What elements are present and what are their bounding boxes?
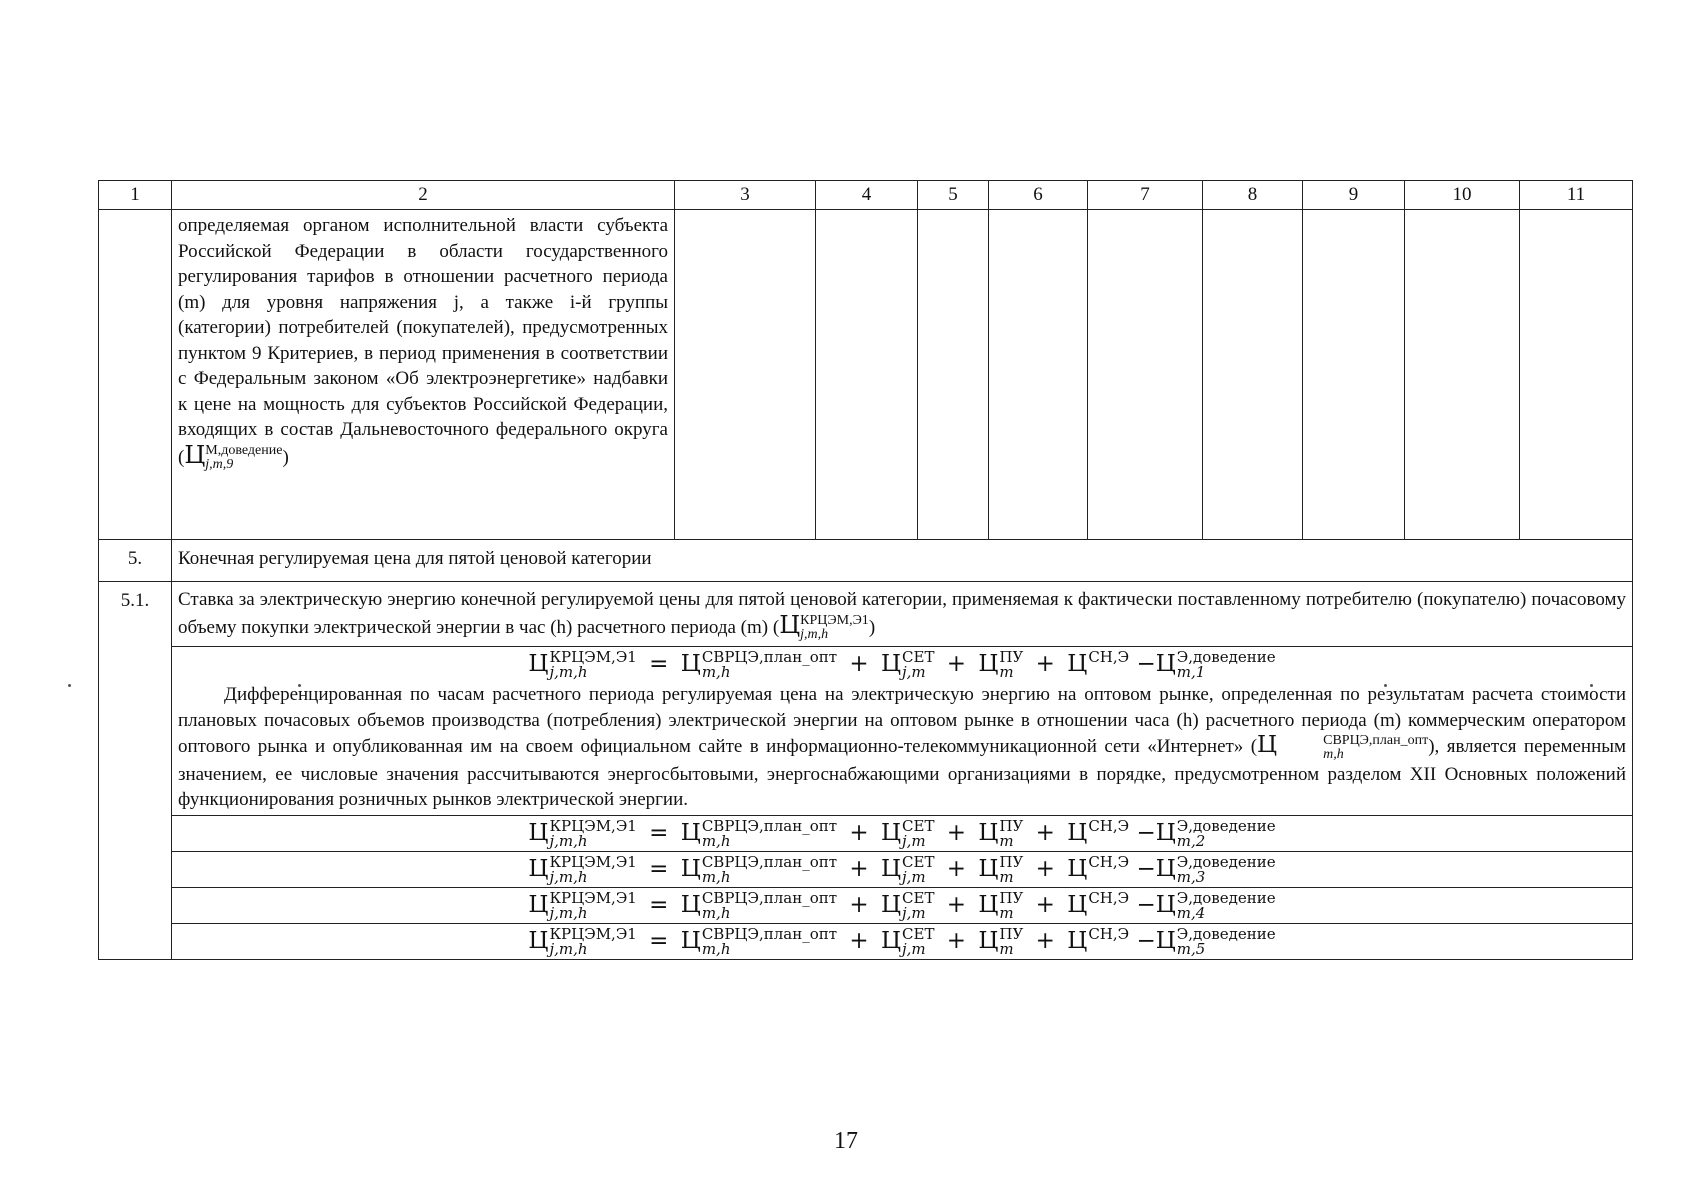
formula: Ц КРЦЭМ,Э1 j,m,h = Ц СВРЦЭ,план_опт m,h + Ц СЕТ j,m + Ц ПУ m + Ц СН,Э −Ц Э,доведение m,2 <box>528 816 1276 850</box>
tariff-table <box>98 180 1633 960</box>
column-header: 9 <box>1303 181 1405 210</box>
formula: Ц КРЦЭМ,Э1 j,m,h = Ц СВРЦЭ,план_опт m,h + Ц СЕТ j,m + Ц ПУ m + Ц СН,Э −Ц Э,доведение m,1 <box>528 648 1276 682</box>
table-row <box>99 815 1633 851</box>
column-header: 8 <box>1203 181 1303 210</box>
price-symbol: (Ц М,доведение j,m,9 ) <box>178 440 289 473</box>
column-header: 1 <box>99 181 172 210</box>
table-row <box>99 851 1633 887</box>
column-header: 11 <box>1520 181 1633 210</box>
table-row <box>99 540 1633 582</box>
row-heading: Конечная регулируемая цена для пятой ценовой категории <box>172 540 1633 582</box>
table-row <box>99 210 1633 540</box>
column-header: 10 <box>1405 181 1520 210</box>
column-header: 4 <box>816 181 918 210</box>
table-row <box>99 923 1633 959</box>
column-header: 2 <box>172 181 675 210</box>
formula: Ц КРЦЭМ,Э1 j,m,h = Ц СВРЦЭ,план_опт m,h + Ц СЕТ j,m + Ц ПУ m + Ц СН,Э −Ц Э,доведение m,3 <box>528 852 1276 886</box>
rate-description: Ставка за электрическую энергию конечной регулируемой цены для пятой ценовой категории, применяемая к фактически поставленному потребителю (покупателю) почасовому объему покупки электрической энергии в час (h) расчетного периода (m) <box>178 589 1626 638</box>
column-header: 3 <box>675 181 816 210</box>
row-number: 5. <box>99 540 172 582</box>
row-text <box>172 210 675 540</box>
continuation-text: определяемая органом исполнительной власти субъекта Российской Федерации в области государственного регулирования тарифов в отношении расчетного периода (m) для уровня напряжения j, а также i-й группы (категории) потребителей (покупателей), предусмотренных пунктом 9 Критериев, в период применения в соответствии с Федеральным законом «Об электроэнергетике» надбавки к цене на мощность для субъектов Российской Федерации, входящих в состав Дальневосточного федерального округа <box>178 215 668 440</box>
formula: Ц КРЦЭМ,Э1 j,m,h = Ц СВРЦЭ,план_опт m,h + Ц СЕТ j,m + Ц ПУ m + Ц СН,Э −Ц Э,доведение m,5 <box>528 924 1276 958</box>
column-header: 7 <box>1088 181 1203 210</box>
row-number: 5.1. <box>99 582 172 960</box>
table-row <box>99 582 1633 647</box>
table-row <box>99 887 1633 923</box>
table-row <box>99 647 1633 816</box>
explanation-paragraph: Дифференцированная по часам расчетного периода регулируемая цена на электрическую энергию на оптовом рынке, определенная по результатам расчета стоимости плановых почасовых объемов производства (потребления) электрической энергии на оптовом рынке в отношении часа (h) расчетного периода (m) коммерческим оператором оптового рынка и опубликованная им на своем официальном сайте в информационно-телекоммуникационной сети «Интернет» (Ц СВРЦЭ,план_опт m,h ), является переменным значением, ее числовые значения рассчитываются энергосбытовыми, энергоснабжающими организациями в порядке, предусмотренном разделом XII Основных положений функционирования розничных рынков электрической энергии. <box>178 684 1627 811</box>
page-number: 17 <box>834 1128 858 1154</box>
column-header: 5 <box>918 181 989 210</box>
header-row <box>99 181 1633 210</box>
scan-dot <box>68 684 71 687</box>
price-symbol: (Ц КРЦЭМ,Э1 j,m,h ) <box>772 610 876 643</box>
formula: Ц КРЦЭМ,Э1 j,m,h = Ц СВРЦЭ,план_опт m,h + Ц СЕТ j,m + Ц ПУ m + Ц СН,Э −Ц Э,доведение m,4 <box>528 888 1276 922</box>
column-header: 6 <box>989 181 1088 210</box>
row-text <box>172 582 1633 647</box>
